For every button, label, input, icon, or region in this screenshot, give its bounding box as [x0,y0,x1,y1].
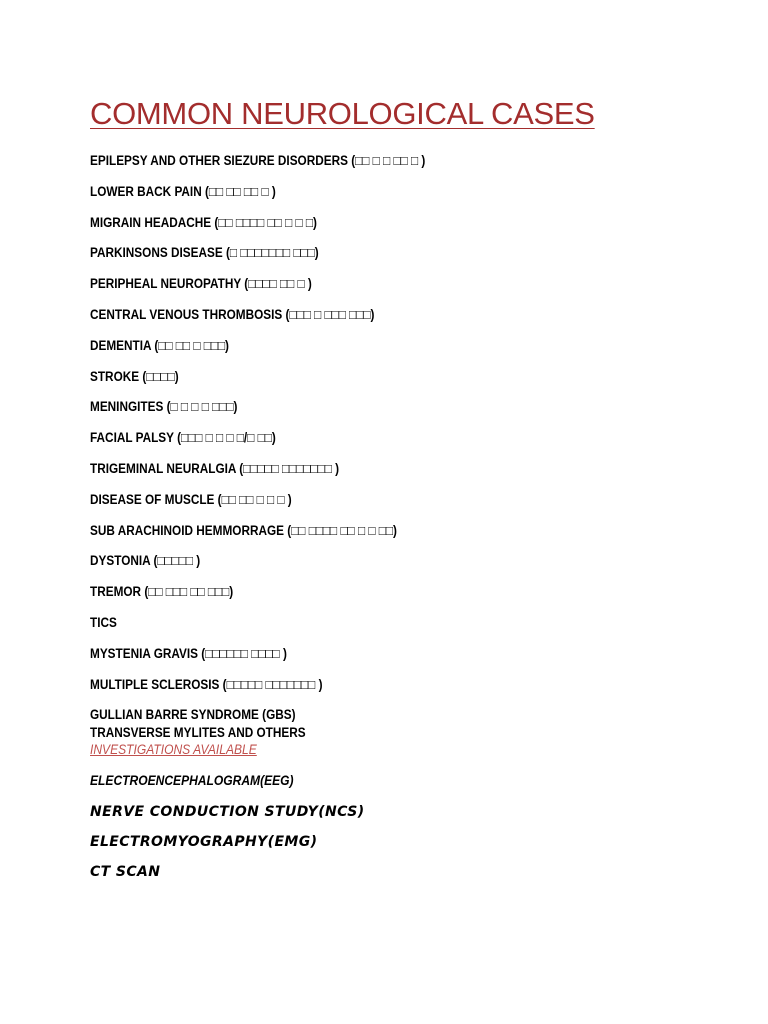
investigation-item: CT SCAN [90,864,161,880]
case-item: DEMENTIA (□□ □□ □ □□□) [90,337,229,353]
case-item: TRIGEMINAL NEURALGIA (□□□□□ □□□□□□□ ) [90,460,340,476]
other-cases [90,706,306,742]
page-title: COMMON NEUROLOGICAL CASES [90,96,595,131]
cases-list [90,151,730,705]
case-item: TRANSVERSE MYLITES AND OTHERS [90,725,306,740]
case-item: SUB ARACHINOID HEMMORRAGE (□□ □□□□ □□ □ □ □□) [90,522,397,538]
case-item: GULLIAN BARRE SYNDROME (GBS) [90,707,296,722]
case-item: MENINGITES (□ □ □ □ □□□) [90,399,238,415]
case-item: FACIAL PALSY (□□□ □ □ □ □/□ □□) [90,430,276,446]
investigation-item: ELECTROMYOGRAPHY(EMG) [90,834,318,850]
investigation-item: NERVE CONDUCTION STUDY(NCS) [90,804,365,820]
case-item: DYSTONIA (□□□□□ ) [90,553,201,569]
case-item: TREMOR (□□ □□□ □□ □□□) [90,584,234,600]
case-item: MULTIPLE SCLEROSIS (□□□□□ □□□□□□□ ) [90,676,323,692]
investigations-heading: INVESTIGATIONS AVAILABLE [90,742,257,757]
case-item: DISEASE OF MUSCLE (□□ □□ □ □ □ ) [90,491,292,507]
investigations-list [90,803,365,893]
case-item: PERIPHEAL NEUROPATHY (□□□□ □□ □ ) [90,276,312,292]
case-item: EPILEPSY AND OTHER SIEZURE DISORDERS (□□ □ □ □□ □ ) [90,153,426,168]
case-item: MYSTENIA GRAVIS (□□□□□□ □□□□ ) [90,645,287,661]
case-item: LOWER BACK PAIN (□□ □□ □□ □ ) [90,183,276,199]
case-item: TICS [90,614,117,630]
case-item: MIGRAIN HEADACHE (□□ □□□□ □□ □ □ □) [90,214,317,230]
case-item: CENTRAL VENOUS THROMBOSIS (□□□ □ □□□ □□□) [90,306,375,322]
case-item: STROKE (□□□□) [90,368,179,384]
case-item: PARKINSONS DISEASE (□ □□□□□□□ □□□) [90,245,319,261]
investigation-item: ELECTROENCEPHALOGRAM(EEG) [90,773,294,788]
